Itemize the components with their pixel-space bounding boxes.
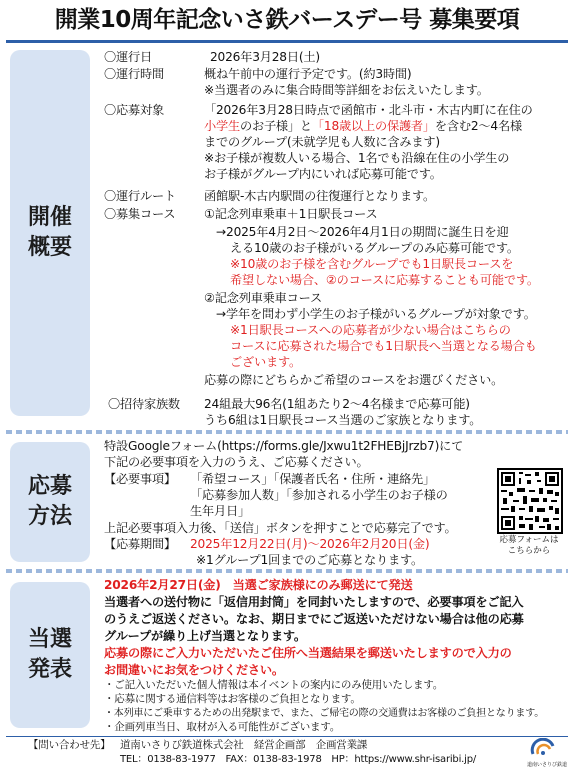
title-underline xyxy=(6,40,568,43)
apply-line-1: 特設Googleフォーム(https://forms.gle/Jxwu1t2FHEBjJrzb7)にて xyxy=(104,439,464,453)
required-line-1: 「希望コース」「保護者氏名・住所・連絡先」 xyxy=(190,472,436,486)
course2-line-1: →学年を問わず小学生のお子様がいるグループが対象です。 xyxy=(216,307,536,321)
announce-para-1: 当選者への送付物に「返信用封筒」を同封いたしますので、必要事項をご記入 xyxy=(104,595,524,609)
course1-line-4: 希望しない場合、②のコースに応募することも可能です。 xyxy=(230,273,539,287)
section-label-announce xyxy=(10,582,90,728)
course2-line-2: ※1日駅長コースへの応募者が少ない場合はこちらの xyxy=(230,323,511,337)
course-label: 〇募集コース xyxy=(104,207,176,221)
company-logo-text: 道南いさりび鉄道 xyxy=(527,762,568,768)
announce-warning-2: お間違いにお気をつけください。 xyxy=(104,663,284,677)
target-line-5: お子様がグループ内にいれば応募可能です。 xyxy=(204,167,442,181)
announce-warning-1: 応募の際にご入力いただいたご住所へ当選結果を郵送いたしますので入力の xyxy=(104,646,512,660)
course1-title: ①記念列車乗車＋1日駅長コース xyxy=(204,207,378,221)
route-value: 函館駅-木古内駅間の往復運行となります。 xyxy=(204,189,435,203)
target-line-4: ※お子様が複数人いる場合、1名でも沿線在住の小学生の xyxy=(204,151,510,165)
page-title: 開業10周年記念いさ鉄バースデー号 募集要項 xyxy=(54,7,520,33)
footer-rule xyxy=(6,736,568,737)
period-label: 【応募期間】 xyxy=(104,537,176,551)
apply-line-2: 下記の必要事項を入力のうえ、ご応募ください。 xyxy=(104,455,369,469)
target-guardian: 「18歳以上の保護者」 xyxy=(311,119,435,133)
section-label-overview xyxy=(10,50,90,416)
announce-para-3: グループが繰り上げ当選となります。 xyxy=(104,629,306,643)
course1-line-1: →2025年4月2日～2026年4月1日の期間に誕生日を迎 xyxy=(216,225,509,239)
course2-title: ②記念列車乗車コース xyxy=(204,291,323,305)
contact-label: 【問い合わせ先】 xyxy=(28,739,111,751)
apply-line-3: 上記必要事項入力後、「送信」ボタンを押すことで応募完了です。 xyxy=(104,521,457,535)
section-label-apply xyxy=(10,442,90,562)
target-line-3: までのグループ(未就学児も人数に含みます) xyxy=(204,135,440,149)
course1-line-3: ※10歳のお子様を含むグループでも1日駅長コースを xyxy=(230,257,514,271)
announce-note-4: ・企画列車当日、取材が入る可能性がございます。 xyxy=(104,721,341,733)
section-divider xyxy=(6,430,568,434)
qr-caption: 応募フォームは こちらから xyxy=(499,535,559,556)
course2-line-4: ございます。 xyxy=(230,355,301,369)
announce-headline: 2026年2月27日(金) 当選ご家族様にのみ郵送にて発送 xyxy=(104,578,413,592)
target-line-2 xyxy=(204,118,522,134)
contact-details: TEL：0138-83-1977 FAX：0138-83-1978 HP：https://www.shr-isaribi.jp/ xyxy=(120,754,477,765)
course-choose: 応募の際にどちらかご希望のコースをお選びください。 xyxy=(204,373,504,387)
target-line-1: 「2026年3月28日時点で函館市・北斗市・木古内町に在住の xyxy=(204,103,533,117)
section-label-overview-text: 開催 概要 xyxy=(27,205,72,260)
target-child: のお子様」と xyxy=(239,119,312,133)
invite-line-1: 24組最大96名(1組あたり2～4名様まで応募可能) xyxy=(204,397,470,411)
target-group: を含む2～4名様 xyxy=(434,119,522,133)
announce-note-1: ・ご記入いただいた個人情報は本イベントの案内にのみ使用いたします。 xyxy=(104,679,444,691)
qr-code[interactable] xyxy=(497,468,563,534)
course2-line-3: コースに応募された場合でも1日駅長へ当選となる場合も xyxy=(230,339,537,353)
company-logo-icon xyxy=(527,738,561,758)
section-label-announce-text: 当選 発表 xyxy=(27,627,72,682)
qr-code-image xyxy=(499,470,561,532)
section-label-apply-text: 応募 方法 xyxy=(27,474,72,529)
announce-note-3: ・本列車にご乗車するための出発駅まで、また、ご帰宅の際の交通費はお客様のご負担となります。 xyxy=(104,708,544,719)
announce-note-2: ・応募に関する通信料等はお客様のご負担となります。 xyxy=(104,693,361,705)
period-value: 2025年12月22日(月)～2026年2月20日(金) xyxy=(190,537,430,551)
apply-note: ※1グループ1回までのご応募となります。 xyxy=(196,553,423,567)
time-note: ※当選者のみに集合時間等詳細をお伝えいたします。 xyxy=(204,83,489,97)
target-elementary: 小学生 xyxy=(204,119,240,133)
required-label: 【必要事項】 xyxy=(104,472,176,486)
announce-para-2: のうえご返送ください。なお、期日までにご返送いただけない場合は他の応募 xyxy=(104,612,524,626)
course1-line-2: える10歳のお子様がいるグループのみ応募可能です。 xyxy=(230,241,519,255)
invite-label: 〇招待家族数 xyxy=(108,397,180,411)
required-line-3: 生年月日」 xyxy=(190,504,250,518)
target-label: 〇応募対象 xyxy=(104,103,164,117)
required-line-2: 「応募参加人数」「参加される小学生のお子様の xyxy=(190,488,448,502)
date-label: 〇運行日 xyxy=(104,50,152,64)
time-label: 〇運行時間 xyxy=(104,67,164,81)
time-value: 概ね午前中の運行予定です。(約3時間) xyxy=(204,67,412,81)
section-divider xyxy=(6,569,568,573)
date-value: 2026年3月28日(土) xyxy=(210,50,320,64)
route-label: 〇運行ルート xyxy=(104,189,176,203)
invite-line-2: うち6組は1日駅長コース当選のご家族となります。 xyxy=(204,413,482,427)
company-logo xyxy=(527,738,568,768)
contact-company: 道南いさりび鉄道株式会社 経営企画部 企画営業課 xyxy=(120,739,368,751)
